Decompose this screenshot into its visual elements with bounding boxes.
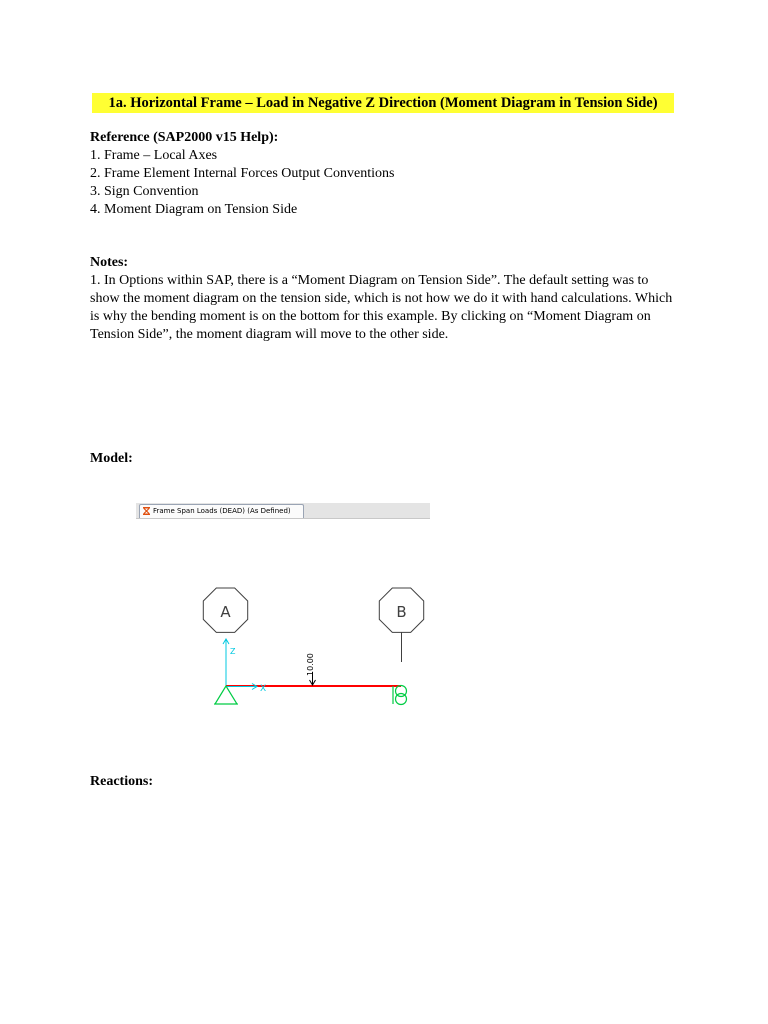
z-axis-label: Z <box>230 647 236 656</box>
reactions-heading: Reactions: <box>90 774 153 789</box>
grid-label-a: A <box>220 603 231 621</box>
reference-item: 3. Sign Convention <box>90 184 199 199</box>
notes-heading: Notes: <box>90 255 129 270</box>
reference-item: 1. Frame – Local Axes <box>90 148 218 163</box>
frame-loads-icon <box>143 507 150 515</box>
frame-model-drawing <box>180 580 440 710</box>
document-title: 1a. Horizontal Frame – Load in Negative Z Direction (Moment Diagram in Tension Side) <box>92 93 674 113</box>
reference-item: 4. Moment Diagram on Tension Side <box>90 202 298 217</box>
model-heading: Model: <box>90 451 133 466</box>
reference-list <box>90 147 394 219</box>
reference-heading: Reference (SAP2000 v15 Help): <box>90 130 279 145</box>
sap-tab-bar <box>136 503 430 519</box>
reference-item: 2. Frame Element Internal Forces Output Conventions <box>90 166 395 181</box>
tab-label: Frame Span Loads (DEAD) (As Defined) <box>153 507 291 515</box>
grid-label-b: B <box>396 603 407 621</box>
load-value-label: 10.00 <box>306 653 315 676</box>
frame-span-loads-tab[interactable] <box>139 504 304 518</box>
roller-wheel-bottom <box>396 694 407 705</box>
x-axis-label: X <box>260 684 267 694</box>
pin-support <box>215 686 237 704</box>
notes-paragraph: 1. In Options within SAP, there is a “Moment Diagram on Tension Side”. The default setting was to show the moment diagram on the tension side, which is not how we do it with hand calculations. Which is why the bending moment is on the bottom for this example. By clicking on “Moment Diagram on Tension Side”, the moment diagram will move to the other side. <box>90 273 673 342</box>
